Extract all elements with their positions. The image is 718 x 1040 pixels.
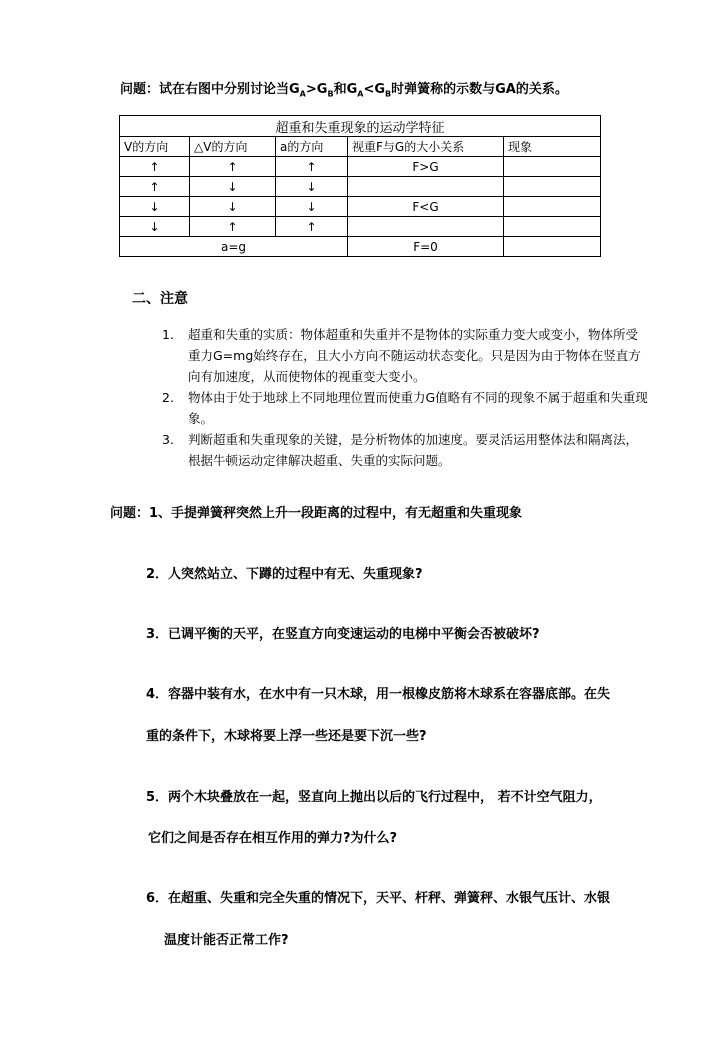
table-row (120, 197, 601, 217)
table-cell (504, 177, 601, 197)
table-cell: ↓ (276, 197, 348, 217)
note-number: 1. (162, 327, 174, 342)
section-title: 二、注意 (132, 291, 188, 307)
table-cell (348, 217, 504, 237)
top-question-mid2: 和G (333, 82, 358, 97)
note-text: 超重和失重的实质：物体超重和失重并不是物体的实际重力变大或变小，物体所受重力G=mg始终存在，且大小方向不随运动状态变化。只是因为由于物体在竖直方向有加速度，从而使物体的视重变大变小。 (188, 327, 641, 384)
top-question-mid1: >G (305, 82, 328, 97)
table-cell (504, 237, 601, 257)
table-cell: ↑ (276, 217, 348, 237)
table-cell-merged: a=g (120, 237, 348, 257)
table-cell: ↑ (276, 157, 348, 177)
subscript-a-1: A (299, 89, 306, 99)
question-5-line-1: 5．两个木块叠放在一起，竖直向上抛出以后的飞行过程中， 若不计空气阻力， (146, 790, 602, 805)
note-text: 物体由于处于地球上不同地理位置而使重力G值略有不同的现象不属于超重和失重现象。 (188, 390, 648, 426)
question-1: 问题：1、手提弹簧秤突然上升一段距离的过程中，有无超重和失重现象 (110, 506, 523, 521)
table-cell (504, 157, 601, 177)
note-number: 2. (162, 390, 174, 405)
table-cell: F<G (348, 197, 504, 217)
top-question-prefix: 问题：试在右图中分别讨论当G (120, 82, 300, 97)
table-header-row (120, 137, 601, 157)
table-cell (348, 177, 504, 197)
question-3: 3．已调平衡的天平，在竖直方向变速运动的电梯中平衡会否被破坏? (146, 627, 540, 642)
table-cell: ↑ (190, 157, 276, 177)
question-4-line-2: 重的条件下，木球将要上浮一些还是要下沉一些? (146, 729, 427, 744)
table-cell: ↑ (120, 177, 190, 197)
question-4-line-1: 4．容器中装有水，在水中有一只木球，用一根橡皮筋将木球系在容器底部。在失 (146, 687, 611, 702)
header-v-direction: V的方向 (120, 137, 190, 157)
table-cell (504, 197, 601, 217)
note-number: 3. (162, 432, 174, 447)
header-apparent-weight: 视重F与G的大小关系 (348, 137, 504, 157)
subscript-a-2: A (357, 89, 364, 99)
note-item (162, 429, 650, 471)
table-caption-row (120, 116, 601, 137)
header-phenomenon: 现象 (504, 137, 601, 157)
table-cell: ↑ (190, 217, 276, 237)
note-item (162, 324, 650, 387)
table-cell: ↑ (120, 157, 190, 177)
table-caption: 超重和失重现象的运动学特征 (120, 116, 601, 137)
table-cell: ↓ (120, 197, 190, 217)
table-cell: ↓ (120, 217, 190, 237)
kinematics-table (119, 115, 601, 257)
top-question (120, 78, 568, 99)
table-row (120, 157, 601, 177)
question-5-line-2: 它们之间是否存在相互作用的弹力?为什么? (148, 831, 398, 846)
top-question-suffix: 时弹簧称的示数与GA的关系。 (391, 82, 568, 97)
table-cell: ↓ (276, 177, 348, 197)
table-cell: F>G (348, 157, 504, 177)
header-dv-direction: △V的方向 (190, 137, 276, 157)
table-cell (504, 217, 601, 237)
subscript-b-1: B (327, 89, 334, 99)
header-a-direction: a的方向 (276, 137, 348, 157)
table-row (120, 237, 601, 257)
question-6-line-2: 温度计能否正常工作? (164, 933, 289, 948)
table-cell: ↓ (190, 177, 276, 197)
table-row (120, 217, 601, 237)
note-item (162, 387, 650, 429)
question-6-line-1: 6．在超重、失重和完全失重的情况下，天平、杆秤、弹簧秤、水银气压计、水银 (146, 891, 611, 906)
question-2: 2．人突然站立、下蹲的过程中有无、失重现象? (146, 567, 423, 582)
table-cell: F=0 (348, 237, 504, 257)
table-cell: ↓ (190, 197, 276, 217)
subscript-b-2: B (385, 89, 392, 99)
table-row (120, 177, 601, 197)
note-text: 判断超重和失重现象的关键，是分析物体的加速度。要灵活运用整体法和隔离法，根据牛顿运动定律解决超重、失重的实际问题。 (188, 432, 639, 468)
top-question-mid3: <G (363, 82, 386, 97)
